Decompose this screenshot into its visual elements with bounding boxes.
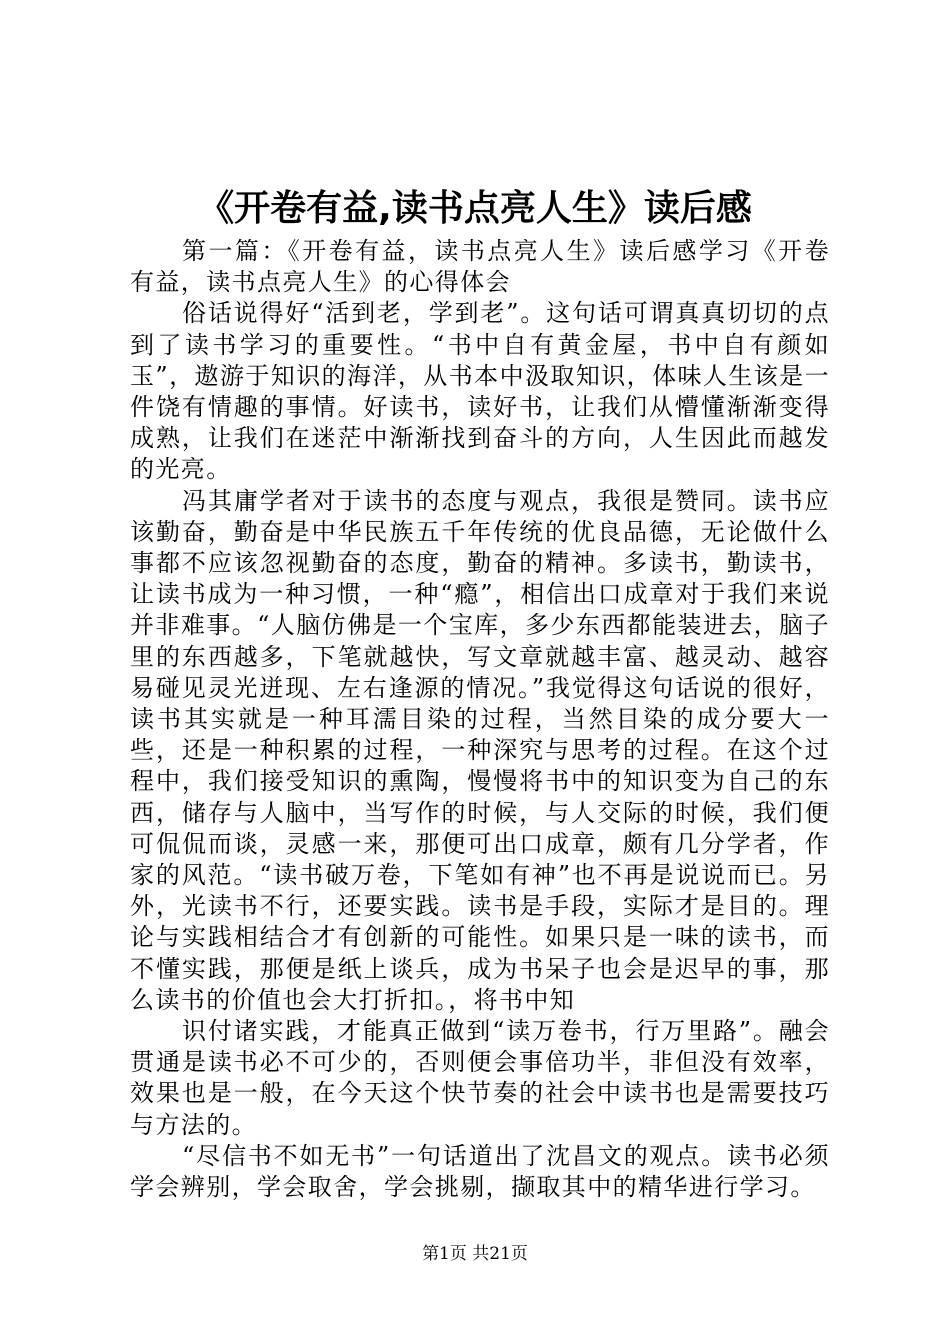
paragraph-5: “尽信书不如无书”一句话道出了沈昌文的观点。读书必须学会辨别，学会取舍，学会挑剔，撷取其中的精华进行学习。 (130, 1141, 830, 1202)
document-title: 《开卷有益,读书点亮人生》读后感 (198, 188, 752, 229)
page-footer: 第1页 共21页 (422, 1244, 528, 1264)
document-body (130, 236, 830, 1203)
paragraph-4: 识付诸实践，才能真正做到“读万卷书，行万里路”。融会贯通是读书必不可少的，否则便会事倍功半，非但没有效率，效果也是一般，在今天这个快节奏的社会中读书也是需要技巧与方法的。 (130, 1017, 830, 1139)
paragraph-1: 第一篇：《开卷有益，读书点亮人生》读后感学习《开卷有益，读书点亮人生》的心得体会 (130, 237, 830, 297)
paragraph-2: 俗话说得好“活到老，学到老”。这句话可谓真真切切的点到了读书学习的重要性。“书中自有黄金屋，书中自有颜如玉”，遨游于知识的海洋，从书本中汲取知识，体味人生该是一件饶有情趣的事情。好读书，读好书，让我们从懵懂渐渐变得成熟，让我们在迷茫中渐渐找到奋斗的方向，人生因此而越发的光亮。 (130, 299, 830, 484)
paragraph-3: 冯其庸学者对于读书的态度与观点，我很是赞同。读书应该勤奋，勤奋是中华民族五千年传统的优良品德，无论做什么事都不应该忽视勤奋的态度，勤奋的精神。多读书，勤读书，让读书成为一种习惯，一种“瘾”，相信出口成章对于我们来说并非难事。“人脑仿佛是一个宝库，多少东西都能装进去，脑子里的东西越多，下笔就越快，写文章就越丰富、越灵动、越容易碰见灵光迸现、左右逢源的情况。”我觉得这句话说的很好，读书其实就是一种耳濡目染的过程，当然目染的成分要大一些，还是一种积累的过程，一种深究与思考的过程。在这个过程中，我们接受知识的熏陶，慢慢将书中的知识变为自己的东西，储存与人脑中，当写作的时候，与人交际的时候，我们便可侃侃而谈，灵感一来，那便可出口成章，颇有几分学者，作家的风范。“读书破万卷，下笔如有神”也不再是说说而已。另外，光读书不行，还要实践。读书是手段，实际才是目的。理论与实践相结合才有创新的可能性。如果只是一味的读书，而不懂实践，那便是纸上谈兵，成为书呆子也会是迟早的事，那么读书的价值也会大打折扣。，将书中知 (130, 486, 830, 1014)
